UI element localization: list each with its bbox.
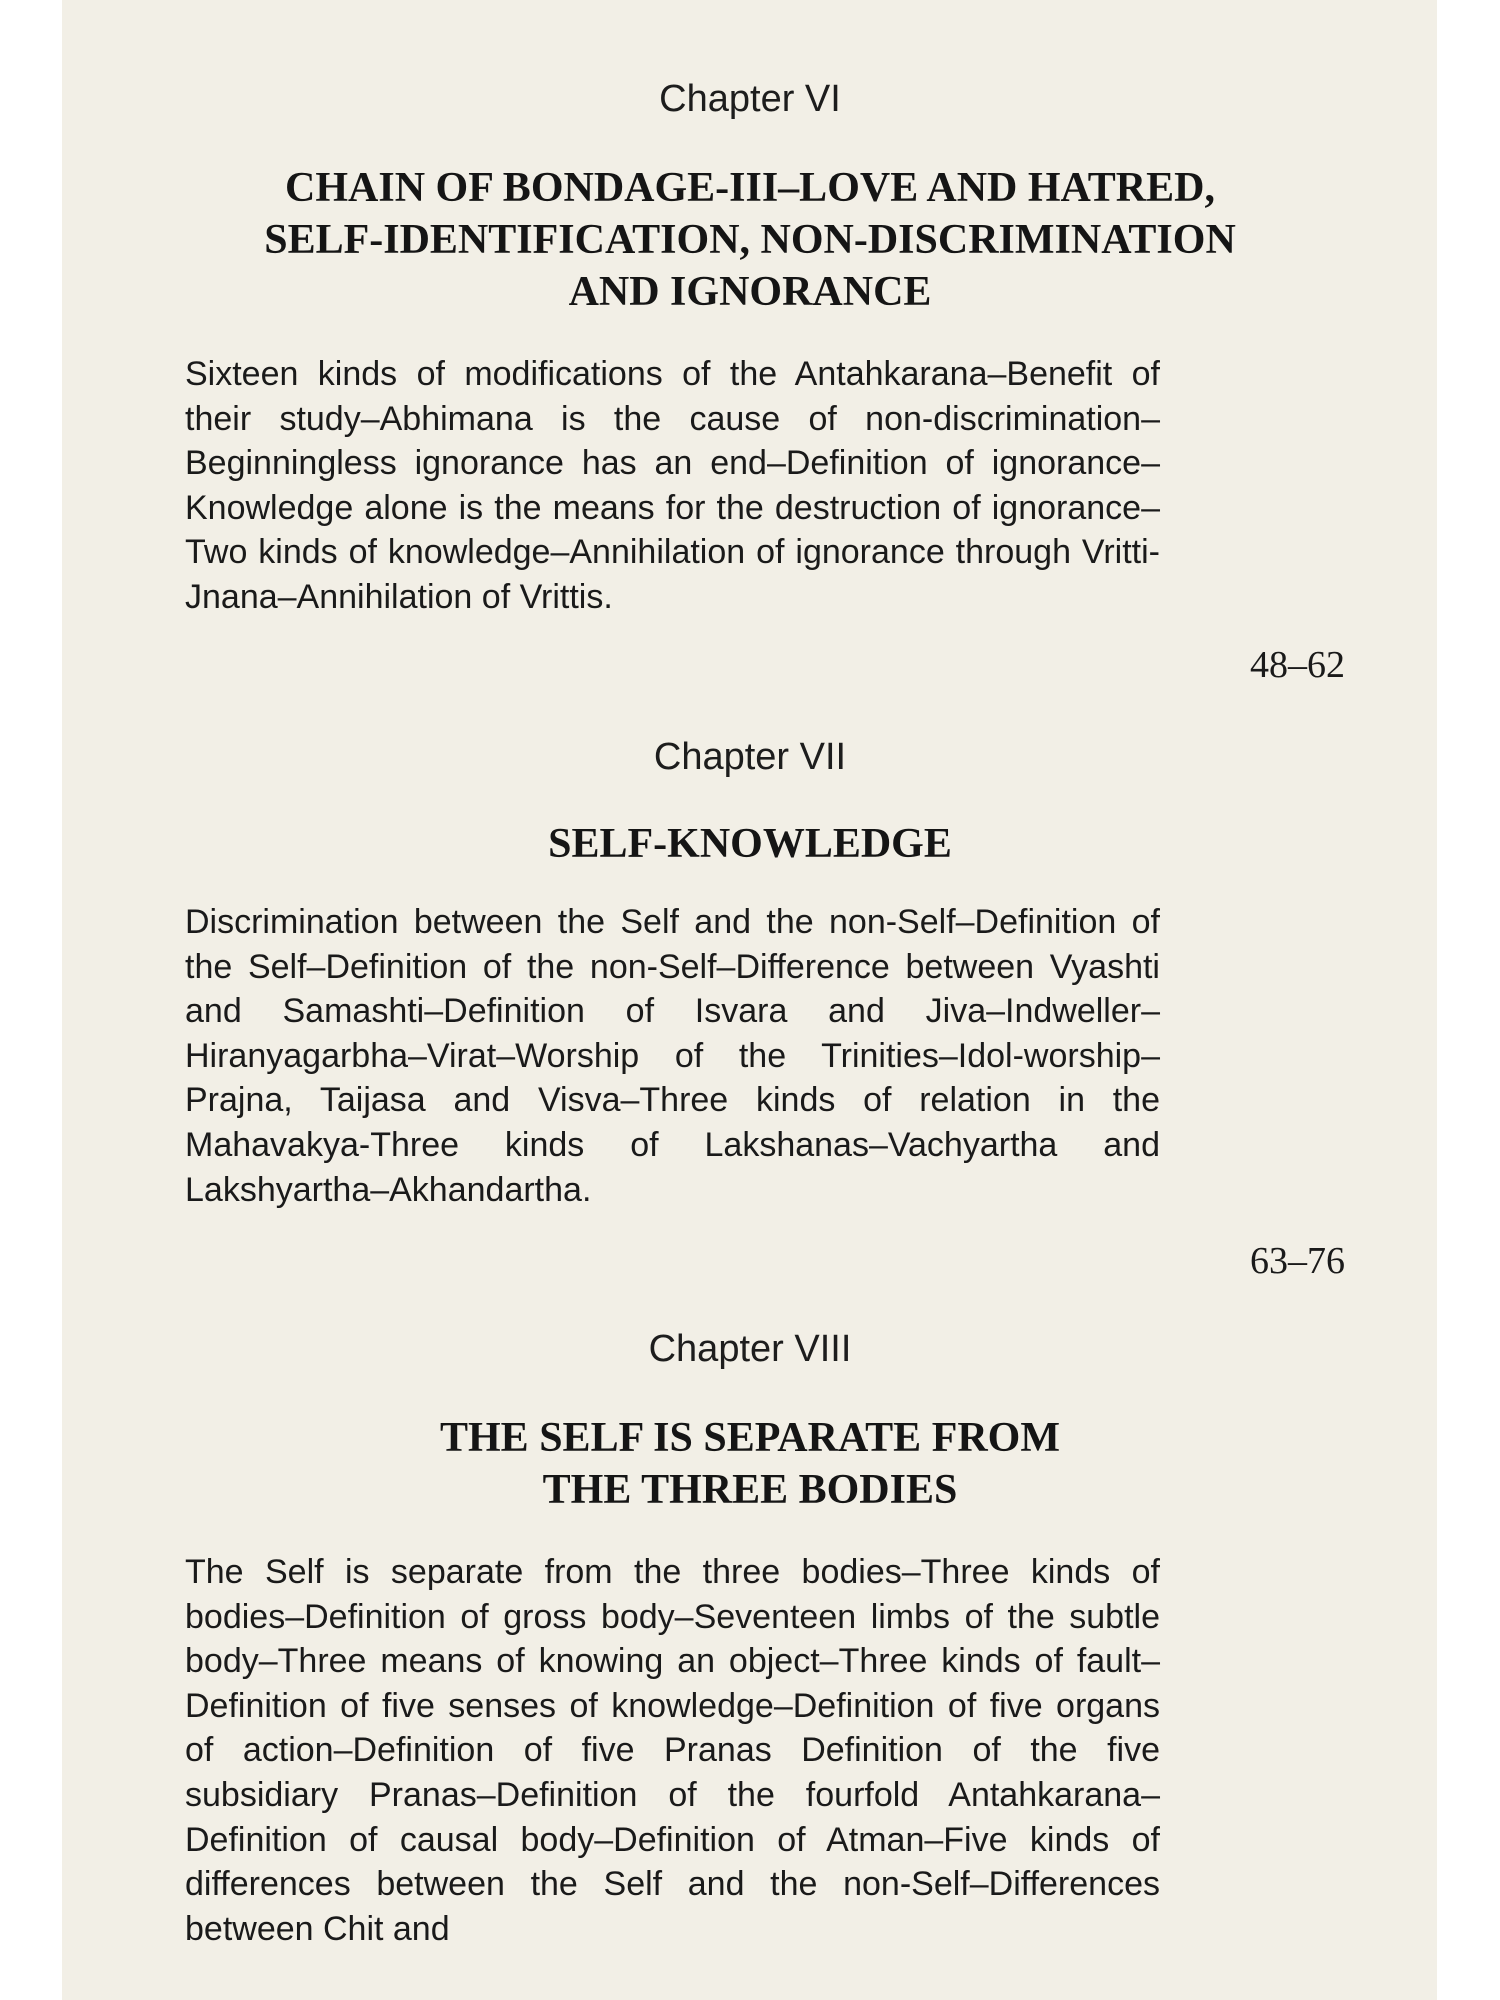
chapter-title: [0, 162, 1500, 318]
chapter-label: Chapter VII: [653, 736, 847, 778]
chapter-summary: Sixteen kinds of modifications of the Antahkarana–Benefit of their study–Abhimana is the cause of non-discrimination–Beginningless ignorance has an end–Definition of ignorance–Knowledge alone is the means for the destruction of ignorance–Two kinds of knowledge–Annihilation of ignorance through Vritti- Jnana–Annihilation of Vrittis.: [185, 355, 1160, 616]
chapter-label: Chapter VI: [659, 78, 841, 120]
chapter-title-line: THE THREE BODIES: [542, 1467, 958, 1513]
chapter-title-line: AND IGNORANCE: [568, 269, 932, 315]
chapter-title-line: CHAIN OF BONDAGE-III–LOVE AND HATRED,: [285, 165, 1215, 211]
chapter-title: [0, 1412, 1500, 1516]
chapter-title-line: THE SELF IS SEPARATE FROM: [440, 1415, 1060, 1461]
chapter-title: [0, 818, 1500, 870]
chapter-summary: The Self is separate from the three bodies–Three kinds of bodies–Definition of gross body–Seventeen limbs of the subtle body–Three means of knowing an object–Three kinds of fault–Definition of five senses of knowledge–Definition of five organs of action–Definition of five Pranas Definition of the five subsidiary Pranas–Definition of the fourfold Antahkarana–Definition of causal body–Definition of Atman–Five kinds of differences between the Self and the non-Self–Differences between Chit and: [185, 1553, 1160, 1948]
chapter-title-line: SELF-KNOWLEDGE: [548, 821, 952, 867]
page-range: 63–76: [1250, 1240, 1345, 1282]
chapter-label: Chapter VIII: [648, 1328, 852, 1370]
chapter-title-line: SELF-IDENTIFICATION, NON-DISCRIMINATION: [264, 217, 1236, 263]
page-range: 48–62: [1250, 644, 1345, 686]
chapter-summary: Discrimination between the Self and the non-Self–Definition of the Self–Definition of the non-Self–Difference between Vyashti and Samashti–Definition of Isvara and Jiva–Indweller–Hiranyagarbha–Virat–Worship of the Trinities–Idol-worship–Prajna, Taijasa and Visva–Three kinds of relation in the Mahavakya-Three kinds of Lakshanas–Vachyartha and Lakshyartha–Akhandartha.: [185, 903, 1160, 1209]
